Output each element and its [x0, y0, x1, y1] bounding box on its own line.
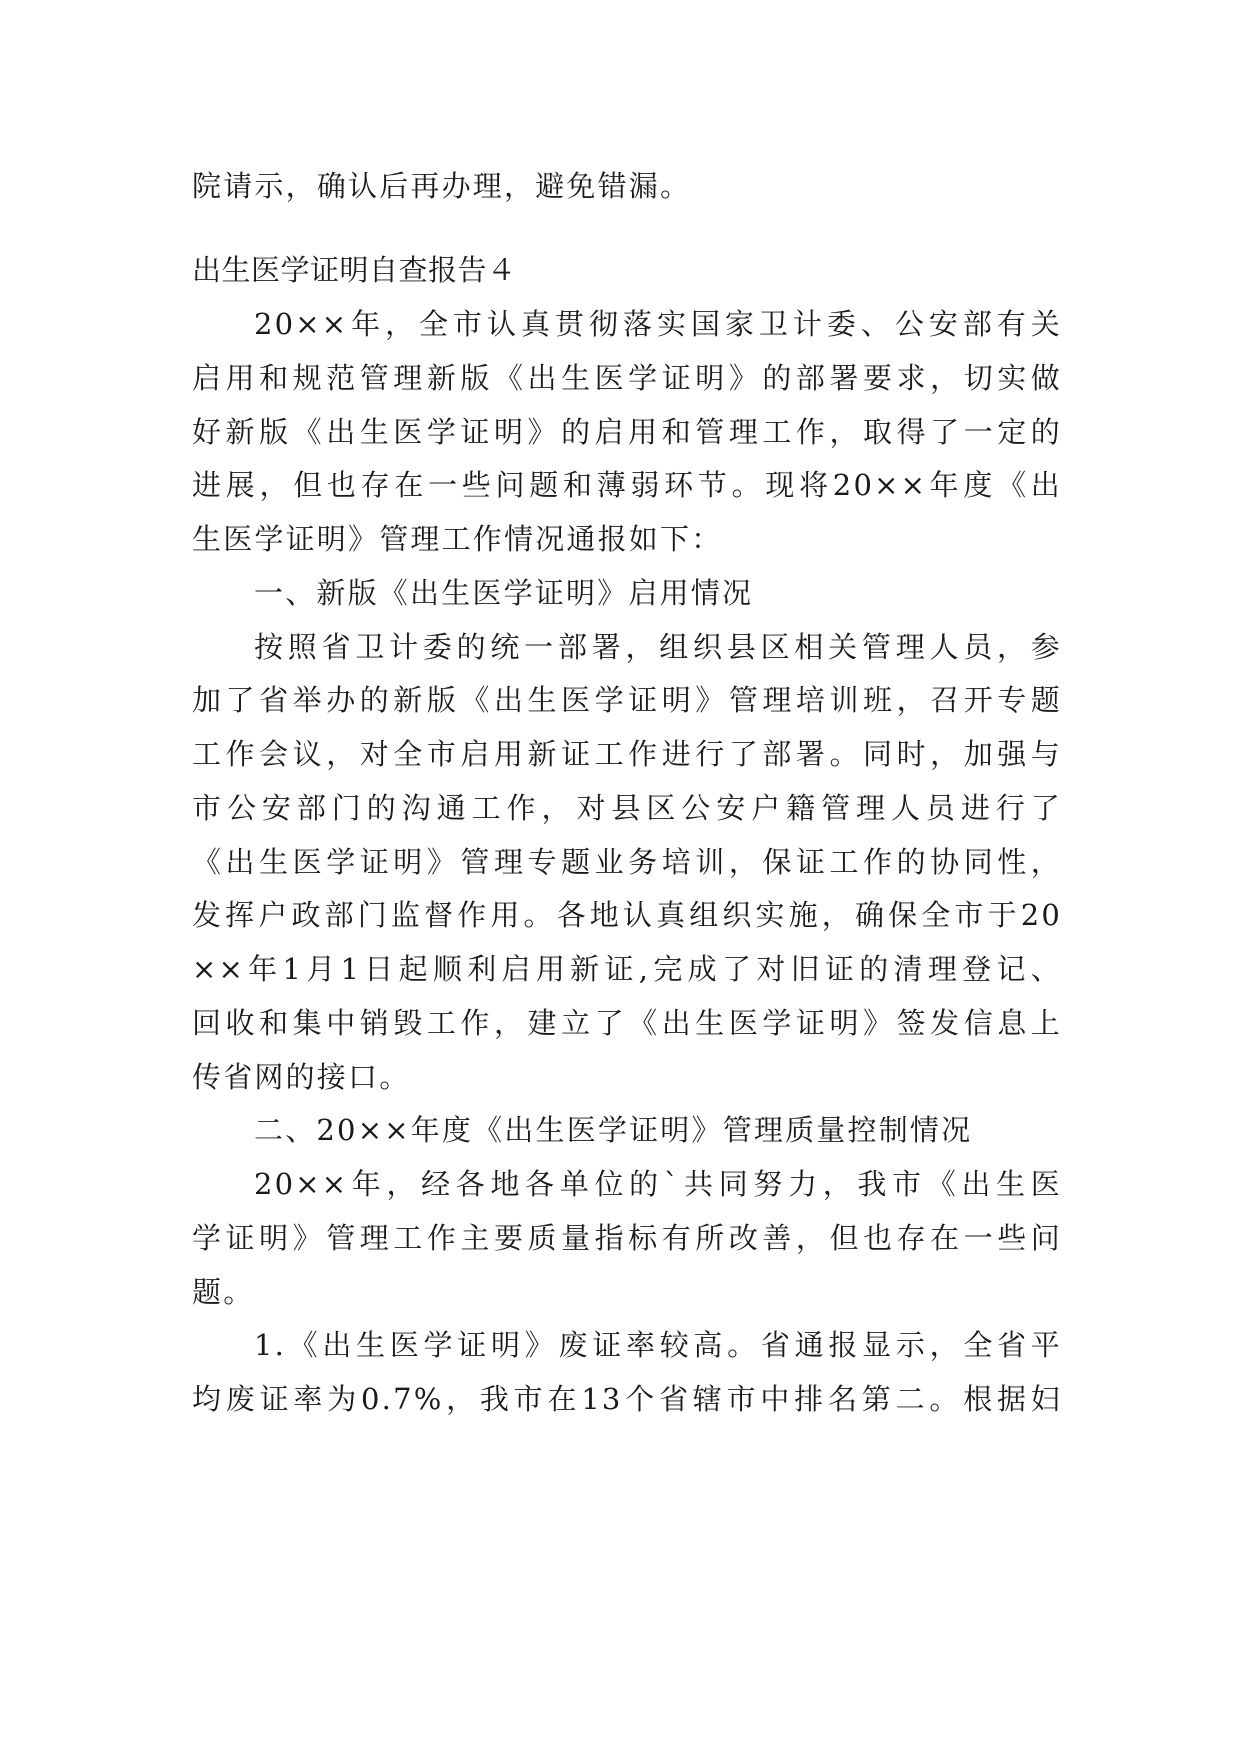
intro-line: 好新版《出生医学证明》的启用和管理工作，取得了一定的: [192, 415, 1062, 449]
section-1-line: 加了省举办的新版《出生医学证明》管理培训班，召开专题: [192, 683, 1062, 717]
section-1-line: 按照省卫计委的统一部署，组织县区相关管理人员，参: [254, 630, 1062, 664]
section-1-line: 发挥户政部门监督作用。各地认真组织实施，确保全市于20: [192, 898, 1062, 932]
section-1-line: 市公安部门的沟通工作，对县区公安户籍管理人员进行了: [192, 791, 1062, 825]
item-1-line: 均废证率为0.7%，我市在13个省辖市中排名第二。根据妇: [192, 1382, 1062, 1416]
intro-line: 启用和规范管理新版《出生医学证明》的部署要求，切实做: [192, 361, 1062, 395]
intro-line: 20××年，全市认真贯彻落实国家卫计委、公安部有关: [254, 307, 1062, 341]
section-1-line: ××年1月1日起顺利启用新证,完成了对旧证的清理登记、: [192, 952, 1062, 986]
item-1-line: 1.《出生医学证明》废证率较高。省通报显示，全省平: [254, 1328, 1062, 1362]
section-1-line: 工作会议，对全市启用新证工作进行了部署。同时，加强与: [192, 737, 1062, 771]
intro-line: 生医学证明》管理工作情况通报如下：: [192, 522, 723, 556]
section-2-line: 20××年，经各地各单位的`共同努力，我市《出生医: [254, 1167, 1062, 1201]
previous-paragraph-fragment: 院请示，确认后再办理，避免错漏。: [192, 169, 692, 203]
section-1-line: 《出生医学证明》管理专题业务培训，保证工作的协同性，: [192, 845, 1062, 879]
intro-line: 进展，但也存在一些问题和薄弱环节。现将20××年度《出: [192, 468, 1062, 502]
section-2-line: 题。: [192, 1275, 255, 1309]
section-1-line: 传省网的接口。: [192, 1060, 411, 1094]
section-2-line: 学证明》管理工作主要质量指标有所改善，但也存在一些问: [192, 1221, 1062, 1255]
section-1-heading: 一、新版《出生医学证明》启用情况: [254, 576, 754, 610]
report-title: 出生医学证明自查报告４: [192, 253, 517, 287]
section-1-line: 回收和集中销毁工作，建立了《出生医学证明》签发信息上: [192, 1006, 1062, 1040]
section-2-heading: 二、20××年度《出生医学证明》管理质量控制情况: [254, 1113, 973, 1147]
